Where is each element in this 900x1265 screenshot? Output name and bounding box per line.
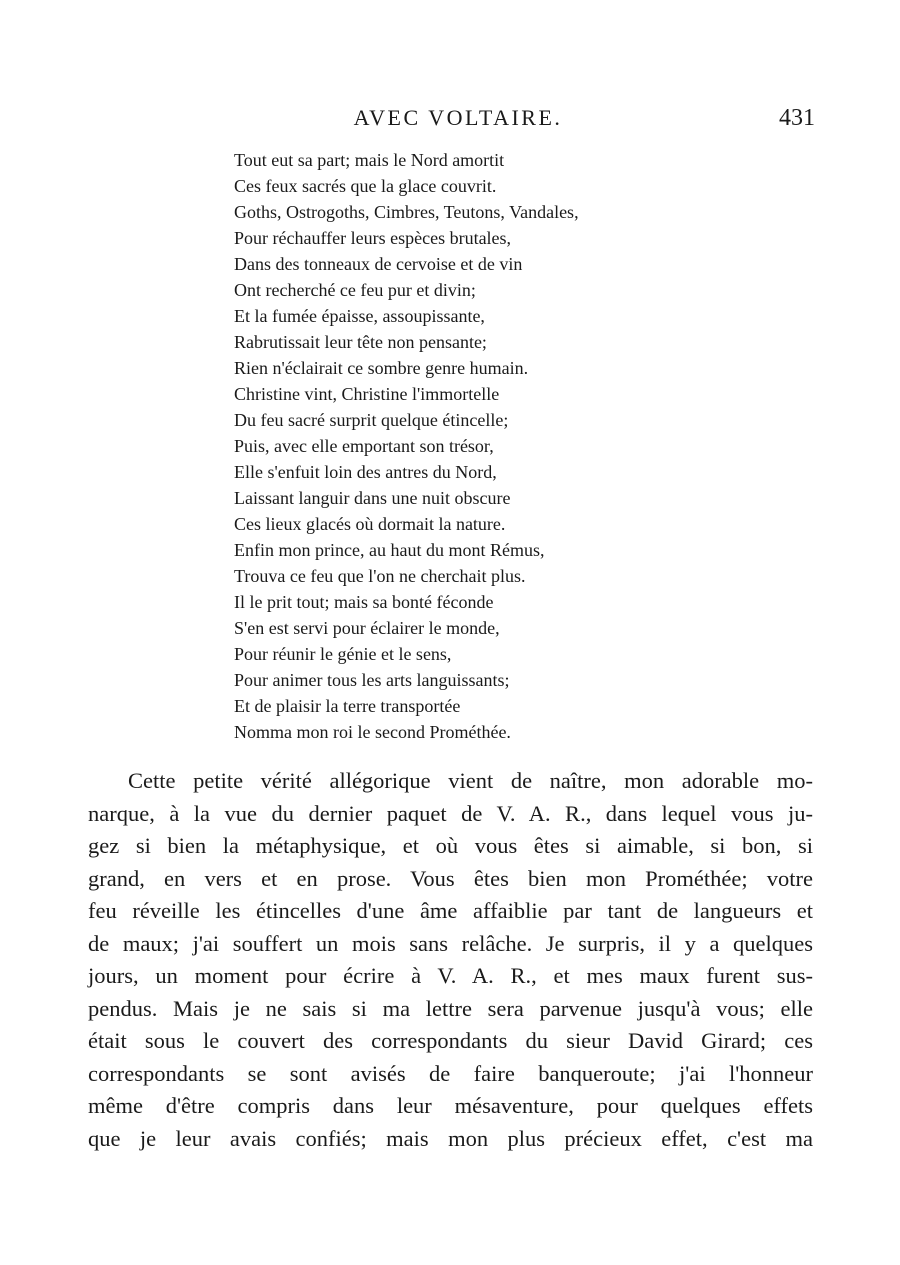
verse-line: Et la fumée épaisse, assoupissante, (234, 306, 485, 326)
verse-line: Puis, avec elle emportant son trésor, (234, 436, 494, 456)
verse-line: Ces feux sacrés que la glace couvrit. (234, 176, 497, 196)
prose-line: gez si bien la métaphysique, et où vous êtes si aimable, si bon, si (88, 833, 813, 858)
verse-line: Ont recherché ce feu pur et divin; (234, 280, 476, 300)
verse-line: Christine vint, Christine l'immortelle (234, 384, 500, 404)
prose-line: correspondants se sont avisés de faire banqueroute; j'ai l'honneur (88, 1060, 813, 1086)
running-head (0, 104, 900, 134)
verse-line: S'en est servi pour éclairer le monde, (234, 618, 500, 638)
prose-line: que je leur avais confiés; mais mon plus précieux effet, c'est ma (88, 1125, 813, 1151)
verse-line: Pour réchauffer leurs espèces brutales, (234, 228, 512, 248)
verse-line: Dans des tonneaux de cervoise et de vin (234, 254, 523, 274)
prose-line: narque, à la vue du dernier paquet de V. A. R., dans lequel vous ju- (88, 800, 813, 826)
verse-line: Elle s'enfuit loin des antres du Nord, (234, 462, 497, 482)
running-title: AVEC VOLTAIRE. (353, 105, 563, 130)
verse-line: Pour réunir le génie et le sens, (234, 644, 452, 664)
verse-line: Laissant languir dans une nuit obscure (234, 488, 511, 508)
verse-line: Tout eut sa part; mais le Nord amortit (234, 150, 505, 170)
verse-line: Il le prit tout; mais sa bonté féconde (234, 592, 494, 612)
verse-line: Et de plaisir la terre transportée (234, 696, 461, 716)
verse-line: Nomma mon roi le second Prométhée. (234, 722, 511, 742)
verse-line: Trouva ce feu que l'on ne cherchait plus. (234, 566, 526, 586)
verse-line: Goths, Ostrogoths, Cimbres, Teutons, Vandales, (234, 202, 579, 222)
prose-line: de maux; j'ai souffert un mois sans relâche. Je surpris, il y a quelques (88, 930, 813, 956)
prose-line: grand, en vers et en prose. Vous êtes bien mon Prométhée; votre (88, 865, 813, 891)
verse-line: Rien n'éclairait ce sombre genre humain. (234, 358, 529, 378)
prose-line: jours, un moment pour écrire à V. A. R., et mes maux furent sus- (88, 963, 813, 988)
verse-line: Ces lieux glacés où dormait la nature. (234, 514, 506, 534)
prose-line: pendus. Mais je ne sais si ma lettre sera parvenue jusqu'à vous; elle (88, 995, 813, 1021)
verse-line: Enfin mon prince, au haut du mont Rémus, (234, 540, 545, 560)
verse-block (234, 147, 714, 745)
verse-line: Rabrutissait leur tête non pensante; (234, 332, 487, 352)
prose-line: feu réveille les étincelles d'une âme affaiblie par tant de langueurs et (88, 898, 813, 923)
verse-line: Du feu sacré surprit quelque étincelle; (234, 410, 509, 430)
verse-line: Pour animer tous les arts languissants; (234, 670, 510, 690)
prose-paragraph (88, 765, 813, 1155)
prose-line: Cette petite vérité allégorique vient de naître, mon adorable mo- (128, 768, 813, 793)
prose-line: même d'être compris dans leur mésaventure, pour quelques effets (88, 1093, 813, 1118)
page-number: 431 (779, 105, 815, 131)
prose-line: était sous le couvert des correspondants du sieur David Girard; ces (88, 1028, 813, 1053)
